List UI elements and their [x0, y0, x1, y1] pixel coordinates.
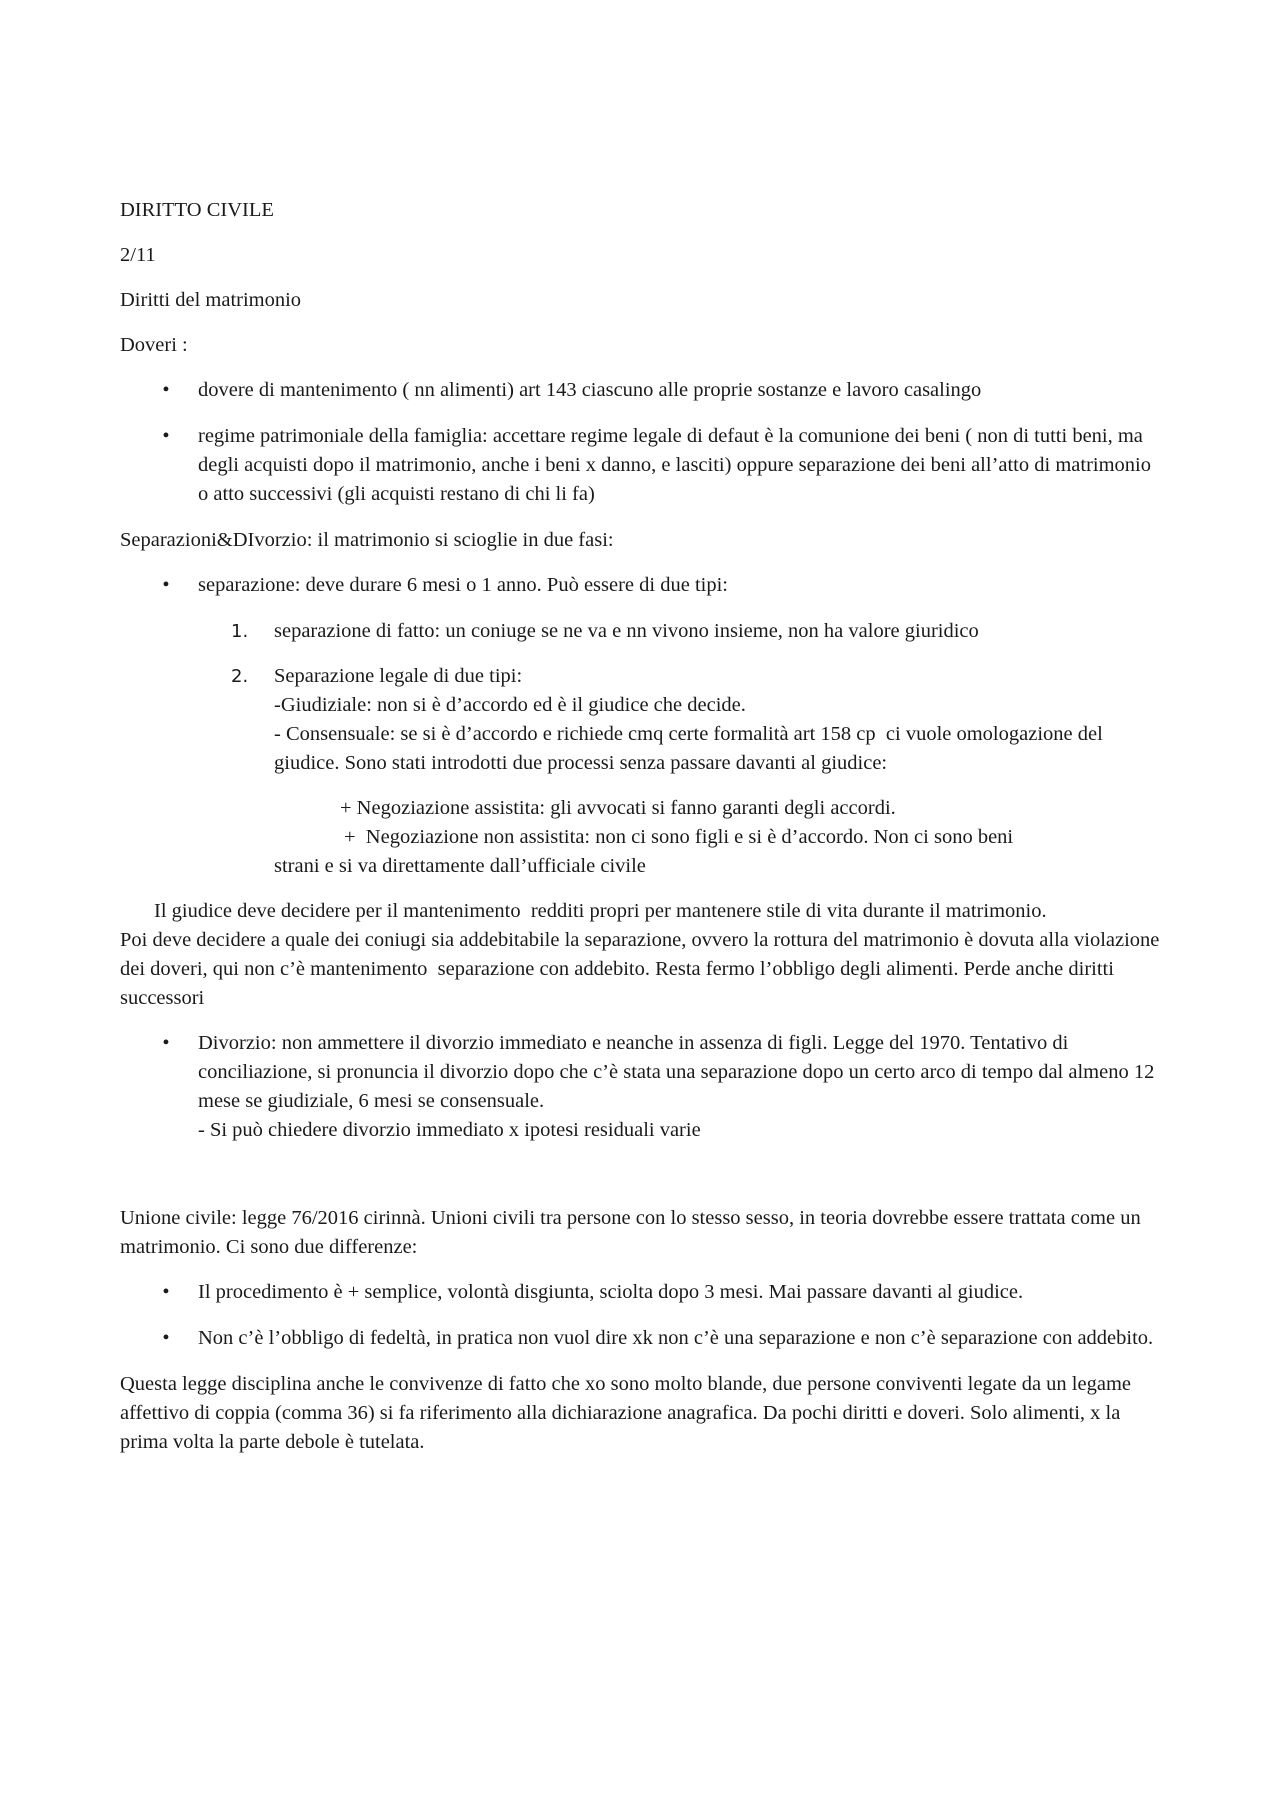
- list-item-text: separazione: deve durare 6 mesi o 1 anno. Può essere di due tipi:: [198, 574, 728, 596]
- list-item: [197, 617, 1165, 646]
- document-date: 2/11: [120, 244, 156, 266]
- list-item-text: Divorzio: non ammettere il divorzio immediato e neanche in assenza di figli. Legge del 1970. Tentativo di conciliazione, si pronuncia il divorzio dopo che c’è stata una separazione dopo un certo arco di tempo dal almeno 12 mese se giudiziale, 6 mesi se consensuale.: [198, 1032, 1160, 1112]
- list-item: [120, 1324, 1165, 1353]
- list-item: [120, 1278, 1165, 1307]
- civil-union-paragraph: Unione civile: legge 76/2016 cirinnà. Unioni civili tra persone con lo stesso sesso, in teoria dovrebbe essere trattata come un matrimonio. Ci sono due differenze:: [120, 1207, 1146, 1258]
- list-item-text: - Si può chiedere divorzio immediato x ipotesi residuali varie: [198, 1119, 701, 1141]
- list-number: 1.: [231, 621, 249, 642]
- bullet-icon: •: [162, 574, 170, 596]
- bullet-icon: •: [162, 425, 170, 447]
- negotiation-unassisted-continued: strani e si va direttamente dall’ufficiale civile: [274, 855, 646, 877]
- list-item-text: dovere di mantenimento ( nn alimenti) art 143 ciascuno alle proprie sostanze e lavoro casalingo: [198, 379, 982, 401]
- bullet-icon: •: [162, 379, 170, 401]
- document-title: DIRITTO CIVILE: [120, 199, 274, 221]
- list-item-text: separazione di fatto: un coniuge se ne va e nn vivono insieme, non ha valore giuridico: [274, 620, 979, 642]
- list-item-text: -Giudiziale: non si è d’accordo ed è il giudice che decide.: [274, 694, 746, 716]
- list-item: [120, 422, 1165, 509]
- duties-heading: Doveri :: [120, 334, 188, 356]
- list-item-text: regime patrimoniale della famiglia: accettare regime legale di defaut è la comunione dei beni ( non di tutti beni, ma degli acquisti dopo il matrimonio, anche i beni x danno, e lasciti) oppure separazione dei beni all’atto di matrimonio o atto successivi (gli acquisti restano di chi li fa): [198, 425, 1151, 505]
- spacer: [120, 1162, 1165, 1204]
- judge-paragraph: Il giudice deve decidere per il mantenimento redditi propri per mantenere stile di vita durante il matrimonio.: [154, 900, 1047, 922]
- civil-union-differences-list: [120, 1278, 1165, 1353]
- bullet-icon: •: [162, 1327, 170, 1349]
- list-item: [120, 571, 1165, 600]
- list-item: [120, 376, 1165, 405]
- list-item-text: - Consensuale: se si è d’accordo e richiede cmq certe formalità art 158 cp ci vuole omologazione del giudice. Sono stati introdotti due processi senza passare davanti al giudice:: [274, 723, 1108, 774]
- cohabitation-paragraph: Questa legge disciplina anche le convivenze di fatto che xo sono molto blande, due persone conviventi legate da un legame affettivo di coppia (comma 36) si fa riferimento alla dichiarazione anagrafica. Da pochi diritti e doveri. Solo alimenti, x la prima volta la parte debole è tutelata.: [120, 1373, 1137, 1453]
- separation-heading: Separazioni&DIvorzio: il matrimonio si scioglie in due fasi:: [120, 529, 614, 551]
- document-body: [120, 196, 1165, 1473]
- separation-list: [120, 571, 1165, 600]
- duties-list: [120, 376, 1165, 509]
- list-item-text: Non c’è l’obbligo di fedeltà, in pratica non vuol dire xk non c’è una separazione e non c’è separazione con addebito.: [198, 1327, 1154, 1349]
- bullet-icon: •: [162, 1281, 170, 1303]
- divorce-list: [120, 1029, 1165, 1145]
- fault-paragraph: Poi deve decidere a quale dei coniugi sia addebitabile la separazione, ovvero la rottura del matrimonio è dovuta alla violazione dei doveri, qui non c’è mantenimento separazione con addebito. Resta fermo l’obbligo degli alimenti. Perde anche diritti successori: [120, 929, 1165, 1009]
- list-number: 2.: [231, 666, 249, 687]
- list-item-text: Il procedimento è + semplice, volontà disgiunta, sciolta dopo 3 mesi. Mai passare davanti al giudice.: [198, 1281, 1024, 1303]
- list-item: [120, 1029, 1165, 1145]
- separation-types-list: [197, 617, 1165, 881]
- negotiation-unassisted: + Negoziazione non assistita: non ci sono figli e si è d’accordo. Non ci sono beni: [344, 826, 1014, 848]
- negotiation-assisted: + Negoziazione assistita: gli avvocati si fanno garanti degli accordi.: [340, 797, 896, 819]
- section-heading-matrimonio: Diritti del matrimonio: [120, 289, 302, 311]
- list-item: [197, 662, 1165, 881]
- list-item-text: Separazione legale di due tipi:: [274, 665, 523, 687]
- negotiation-block: [274, 794, 1165, 881]
- bullet-icon: •: [162, 1032, 170, 1054]
